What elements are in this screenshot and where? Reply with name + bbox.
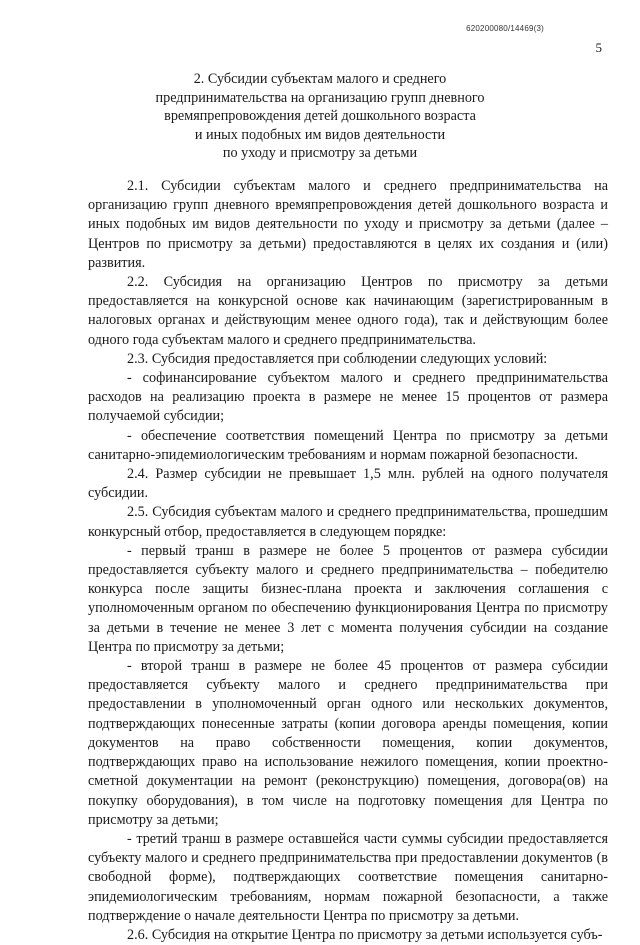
tranche-first: - первый транш в размере не более 5 процентов от размера субсидии предоставляется субъекту малого и среднего предпринимательства – победителю конкурса после защиты бизнес-плана проекта и заключения соглашения с уполномоченным органом по обеспечению функционирования Центра по присмотру за детьми в течение не менее 3 лет с момента получения субсидии на создание Центра по присмотру за детьми; xyxy=(88,542,608,655)
paragraph-2-5: 2.5. Субсидия субъектам малого и среднего предпринимательства, прошедшим конкурсный отбор, предоставляется в следующем порядке: xyxy=(88,504,608,540)
paragraph-2-6: 2.6. Субсидия на открытие Центра по присмотру за детьми используется субъ- xyxy=(127,926,603,943)
paragraph-2-1: 2.1. Субсидии субъектам малого и среднего предпринимательства на организацию групп дневного времяпрепровождения детей дошкольного возраста и иных подобных им видов деятельности по уходу и присмотру за детьми (далее – Центров по присмотру за детьми) предоставляются в целях их создания и (или) развития. xyxy=(88,178,608,271)
page-number: 5 xyxy=(595,40,602,55)
section-heading-line: времяпрепровождения детей дошкольного возраста xyxy=(164,108,476,125)
condition-cofinancing: - софинансирование субъектом малого и среднего предпринимательства расходов на реализацию проекта в размере не менее 15 процентов от размера получаемой субсидии; xyxy=(88,370,608,425)
paragraph-2-3: 2.3. Субсидия предоставляется при соблюдении следующих условий: xyxy=(127,350,548,367)
document-id: 620200080/14469(3) xyxy=(466,24,544,33)
tranche-second: - второй транш в размере не более 45 процентов от размера субсидии предоставляется субъекту малого и среднего предпринимательства при предоставлении в уполномоченный орган одного или нескольких документов, подтверждающих понесенные затраты (копии договора аренды помещения, копии документов на право собственности помещения, копии документов, подтверждающих право на использование нежилого помещения, копии проектно-сметной документации на ремонт (реконструкцию) помещения, договора(ов) на покупку оборудования), в том числе на подготовку помещения для Центра по присмотру за детьми; xyxy=(88,658,608,828)
section-heading-line: предпринимательства на организацию групп дневного xyxy=(155,89,485,106)
condition-premises: - обеспечение соответствия помещений Центра по присмотру за детьми санитарно-эпидемиологическим требованиям и нормам пожарной безопасности. xyxy=(88,427,608,463)
paragraph-2-2: 2.2. Субсидия на организацию Центров по присмотру за детьми предоставляется на конкурсной основе как начинающим (зарегистрированным в налоговых органах и действующим менее одного года), так и действующим более одного года субъектам малого и среднего предпринимательства. xyxy=(88,274,608,348)
section-heading xyxy=(90,70,550,163)
paragraph-2-4: 2.4. Размер субсидии не превышает 1,5 млн. рублей на одного получателя субсидии. xyxy=(88,466,608,502)
document-body xyxy=(88,177,608,945)
tranche-third: - третий транш в размере оставшейся части суммы субсидии предоставляется субъекту малого и среднего предпринимательства при предоставлении документов (в свободной форме), подтверждающих соответствие помещения санитарно-эпидемиологическим требованиям, нормам пожарной безопасности, а также подтверждение о начале деятельности Центра по присмотру за детьми. xyxy=(88,830,608,924)
section-heading-line: и иных подобных им видов деятельности xyxy=(194,126,446,143)
section-heading-line: по уходу и присмотру за детьми xyxy=(222,145,418,162)
section-heading-line: 2. Субсидии субъектам малого и среднего xyxy=(193,71,447,87)
